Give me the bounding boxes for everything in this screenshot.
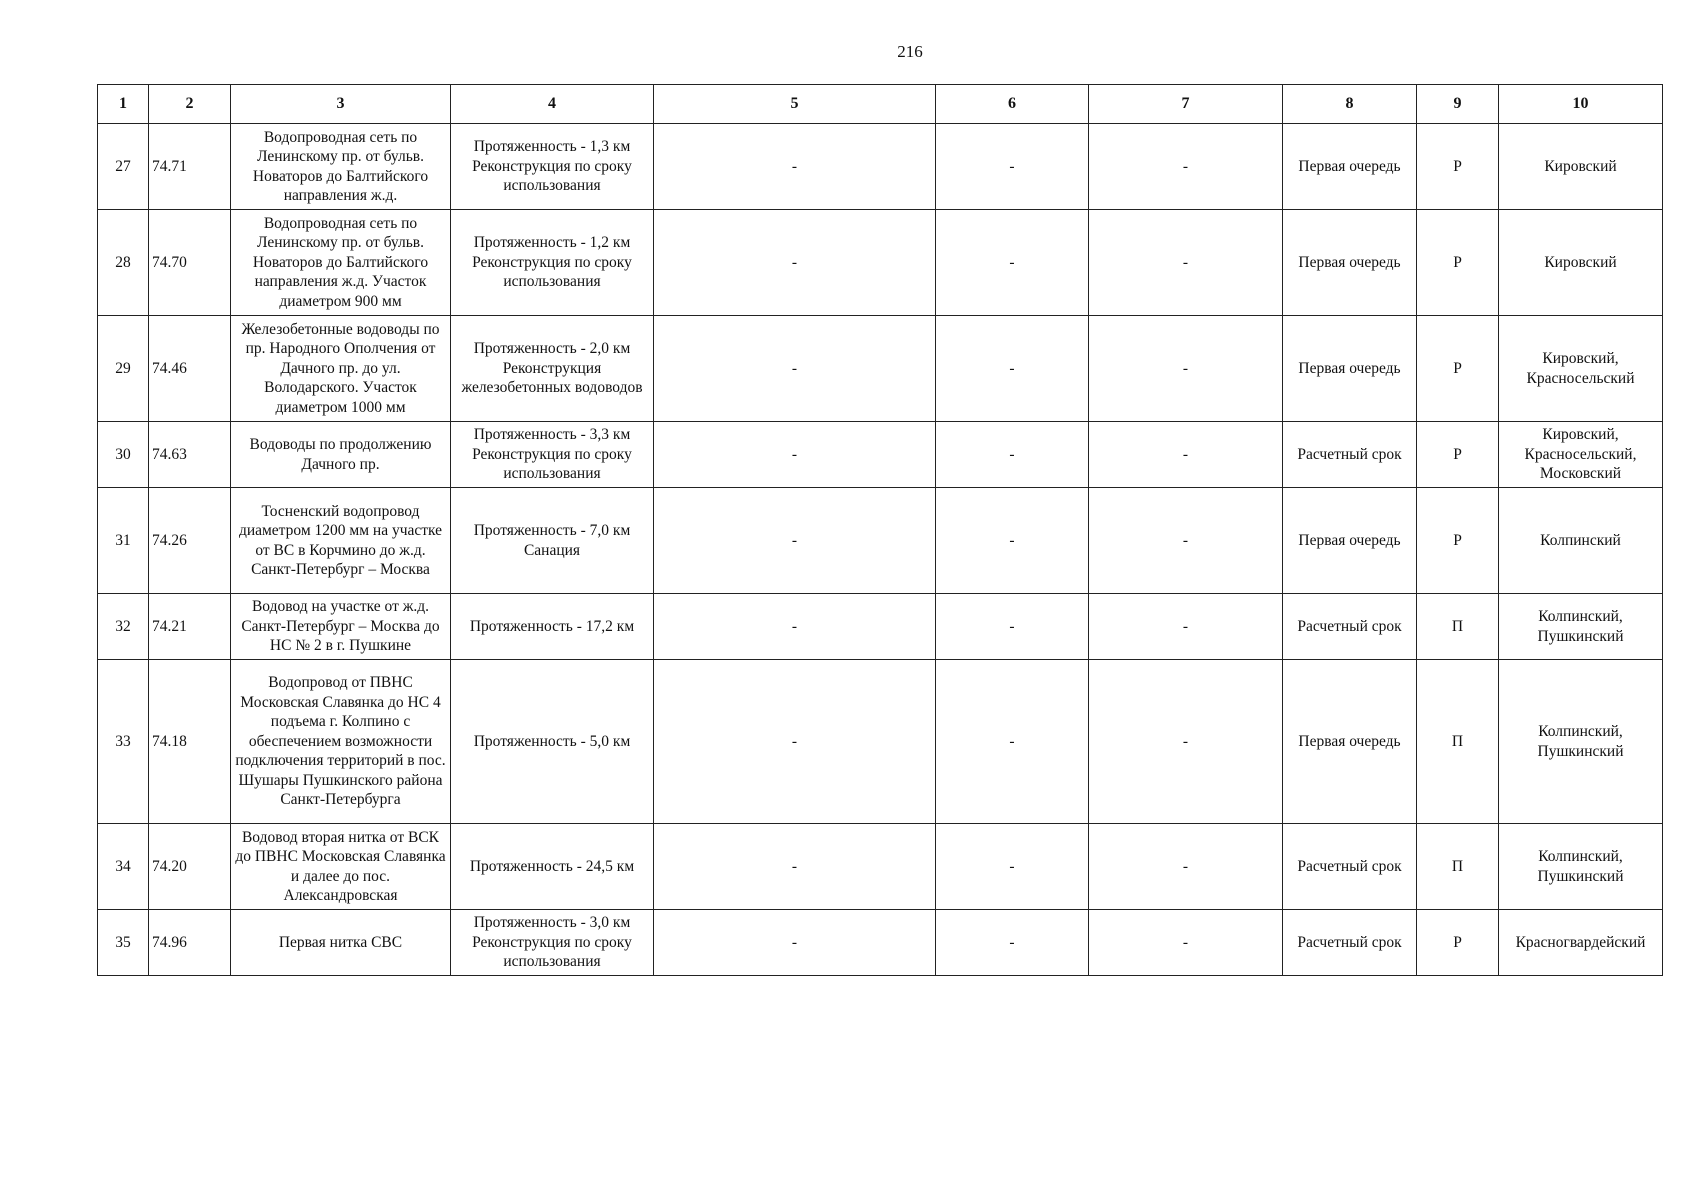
cell-col7: -	[1089, 422, 1283, 488]
object-name: Водоводы по продолжению Дачного пр.	[231, 422, 451, 488]
row-number: 30	[98, 422, 149, 488]
object-code: 74.71	[149, 124, 231, 210]
level: Р	[1417, 316, 1499, 422]
cell-col7: -	[1089, 660, 1283, 824]
row-number: 28	[98, 210, 149, 316]
col-header-9: 9	[1417, 85, 1499, 124]
level: Р	[1417, 422, 1499, 488]
object-code: 74.96	[149, 910, 231, 976]
header-row	[98, 85, 1663, 124]
col-header-10: 10	[1499, 85, 1663, 124]
district: Колпинский, Пушкинский	[1499, 824, 1663, 910]
row-number: 29	[98, 316, 149, 422]
object-code: 74.70	[149, 210, 231, 316]
stage: Первая очередь	[1283, 488, 1417, 594]
object-description: Протяженность - 24,5 км	[451, 824, 654, 910]
level: П	[1417, 594, 1499, 660]
stage: Первая очередь	[1283, 316, 1417, 422]
data-table	[97, 84, 1663, 976]
stage: Расчетный срок	[1283, 594, 1417, 660]
cell-col6: -	[936, 124, 1089, 210]
cell-col5: -	[654, 422, 936, 488]
cell-col6: -	[936, 594, 1089, 660]
object-description: Протяженность - 5,0 км	[451, 660, 654, 824]
cell-col5: -	[654, 910, 936, 976]
object-description: Протяженность - 1,3 км Реконструкция по сроку использования	[451, 124, 654, 210]
object-description: Протяженность - 3,0 км Реконструкция по сроку использования	[451, 910, 654, 976]
object-name: Водопровод от ПВНС Московская Славянка до НС 4 подъема г. Колпино с обеспечением возможности подключения территорий в пос. Шушары Пушкинского района Санкт-Петербурга	[231, 660, 451, 824]
cell-col5: -	[654, 594, 936, 660]
level: Р	[1417, 210, 1499, 316]
cell-col7: -	[1089, 910, 1283, 976]
level: П	[1417, 824, 1499, 910]
object-code: 74.18	[149, 660, 231, 824]
object-description: Протяженность - 3,3 км Реконструкция по сроку использования	[451, 422, 654, 488]
object-code: 74.26	[149, 488, 231, 594]
object-name: Водопроводная сеть по Ленинскому пр. от бульв. Новаторов до Балтийского направления ж.д. Участок диаметром 900 мм	[231, 210, 451, 316]
cell-col7: -	[1089, 594, 1283, 660]
district: Красногвардейский	[1499, 910, 1663, 976]
cell-col6: -	[936, 422, 1089, 488]
district: Кировский	[1499, 124, 1663, 210]
table-row	[98, 824, 1663, 910]
level: Р	[1417, 124, 1499, 210]
stage: Расчетный срок	[1283, 422, 1417, 488]
object-name: Водопроводная сеть по Ленинскому пр. от бульв. Новаторов до Балтийского направления ж.д.	[231, 124, 451, 210]
object-name: Железобетонные водоводы по пр. Народного Ополчения от Дачного пр. до ул. Володарского. Участок диаметром 1000 мм	[231, 316, 451, 422]
district: Колпинский	[1499, 488, 1663, 594]
row-number: 35	[98, 910, 149, 976]
stage: Расчетный срок	[1283, 824, 1417, 910]
object-code: 74.20	[149, 824, 231, 910]
table-row	[98, 422, 1663, 488]
object-code: 74.63	[149, 422, 231, 488]
cell-col7: -	[1089, 124, 1283, 210]
cell-col5: -	[654, 488, 936, 594]
col-header-6: 6	[936, 85, 1089, 124]
cell-col5: -	[654, 210, 936, 316]
stage: Первая очередь	[1283, 660, 1417, 824]
level: П	[1417, 660, 1499, 824]
stage: Расчетный срок	[1283, 910, 1417, 976]
district: Колпинский, Пушкинский	[1499, 660, 1663, 824]
cell-col7: -	[1089, 210, 1283, 316]
object-name: Первая нитка СВС	[231, 910, 451, 976]
col-header-4: 4	[451, 85, 654, 124]
col-header-3: 3	[231, 85, 451, 124]
col-header-1: 1	[98, 85, 149, 124]
district: Кировский	[1499, 210, 1663, 316]
stage: Первая очередь	[1283, 210, 1417, 316]
object-description: Протяженность - 2,0 км Реконструкция железобетонных водоводов	[451, 316, 654, 422]
object-code: 74.21	[149, 594, 231, 660]
table-row	[98, 660, 1663, 824]
cell-col6: -	[936, 488, 1089, 594]
level: Р	[1417, 488, 1499, 594]
cell-col6: -	[936, 210, 1089, 316]
col-header-8: 8	[1283, 85, 1417, 124]
table-row	[98, 210, 1663, 316]
cell-col7: -	[1089, 316, 1283, 422]
district: Колпинский, Пушкинский	[1499, 594, 1663, 660]
page-number: 216	[897, 42, 923, 61]
table-row	[98, 488, 1663, 594]
col-header-7: 7	[1089, 85, 1283, 124]
object-description: Протяженность - 17,2 км	[451, 594, 654, 660]
object-description: Протяженность - 7,0 км Санация	[451, 488, 654, 594]
stage: Первая очередь	[1283, 124, 1417, 210]
table-row	[98, 124, 1663, 210]
district: Кировский, Красносельский, Московский	[1499, 422, 1663, 488]
cell-col6: -	[936, 824, 1089, 910]
col-header-5: 5	[654, 85, 936, 124]
row-number: 32	[98, 594, 149, 660]
row-number: 31	[98, 488, 149, 594]
row-number: 34	[98, 824, 149, 910]
cell-col6: -	[936, 910, 1089, 976]
object-name: Тосненский водопровод диаметром 1200 мм на участке от ВС в Корчмино до ж.д. Санкт-Петербург – Москва	[231, 488, 451, 594]
table-row	[98, 594, 1663, 660]
cell-col5: -	[654, 124, 936, 210]
object-name: Водовод вторая нитка от ВСК до ПВНС Московская Славянка и далее до пос. Александровская	[231, 824, 451, 910]
cell-col6: -	[936, 660, 1089, 824]
object-name: Водовод на участке от ж.д. Санкт-Петербург – Москва до НС № 2 в г. Пушкине	[231, 594, 451, 660]
table-row	[98, 910, 1663, 976]
cell-col5: -	[654, 316, 936, 422]
cell-col5: -	[654, 660, 936, 824]
object-code: 74.46	[149, 316, 231, 422]
cell-col5: -	[654, 824, 936, 910]
district: Кировский, Красносельский	[1499, 316, 1663, 422]
row-number: 33	[98, 660, 149, 824]
level: Р	[1417, 910, 1499, 976]
cell-col6: -	[936, 316, 1089, 422]
cell-col7: -	[1089, 824, 1283, 910]
cell-col7: -	[1089, 488, 1283, 594]
col-header-2: 2	[149, 85, 231, 124]
row-number: 27	[98, 124, 149, 210]
object-description: Протяженность - 1,2 км Реконструкция по сроку использования	[451, 210, 654, 316]
table-row	[98, 316, 1663, 422]
